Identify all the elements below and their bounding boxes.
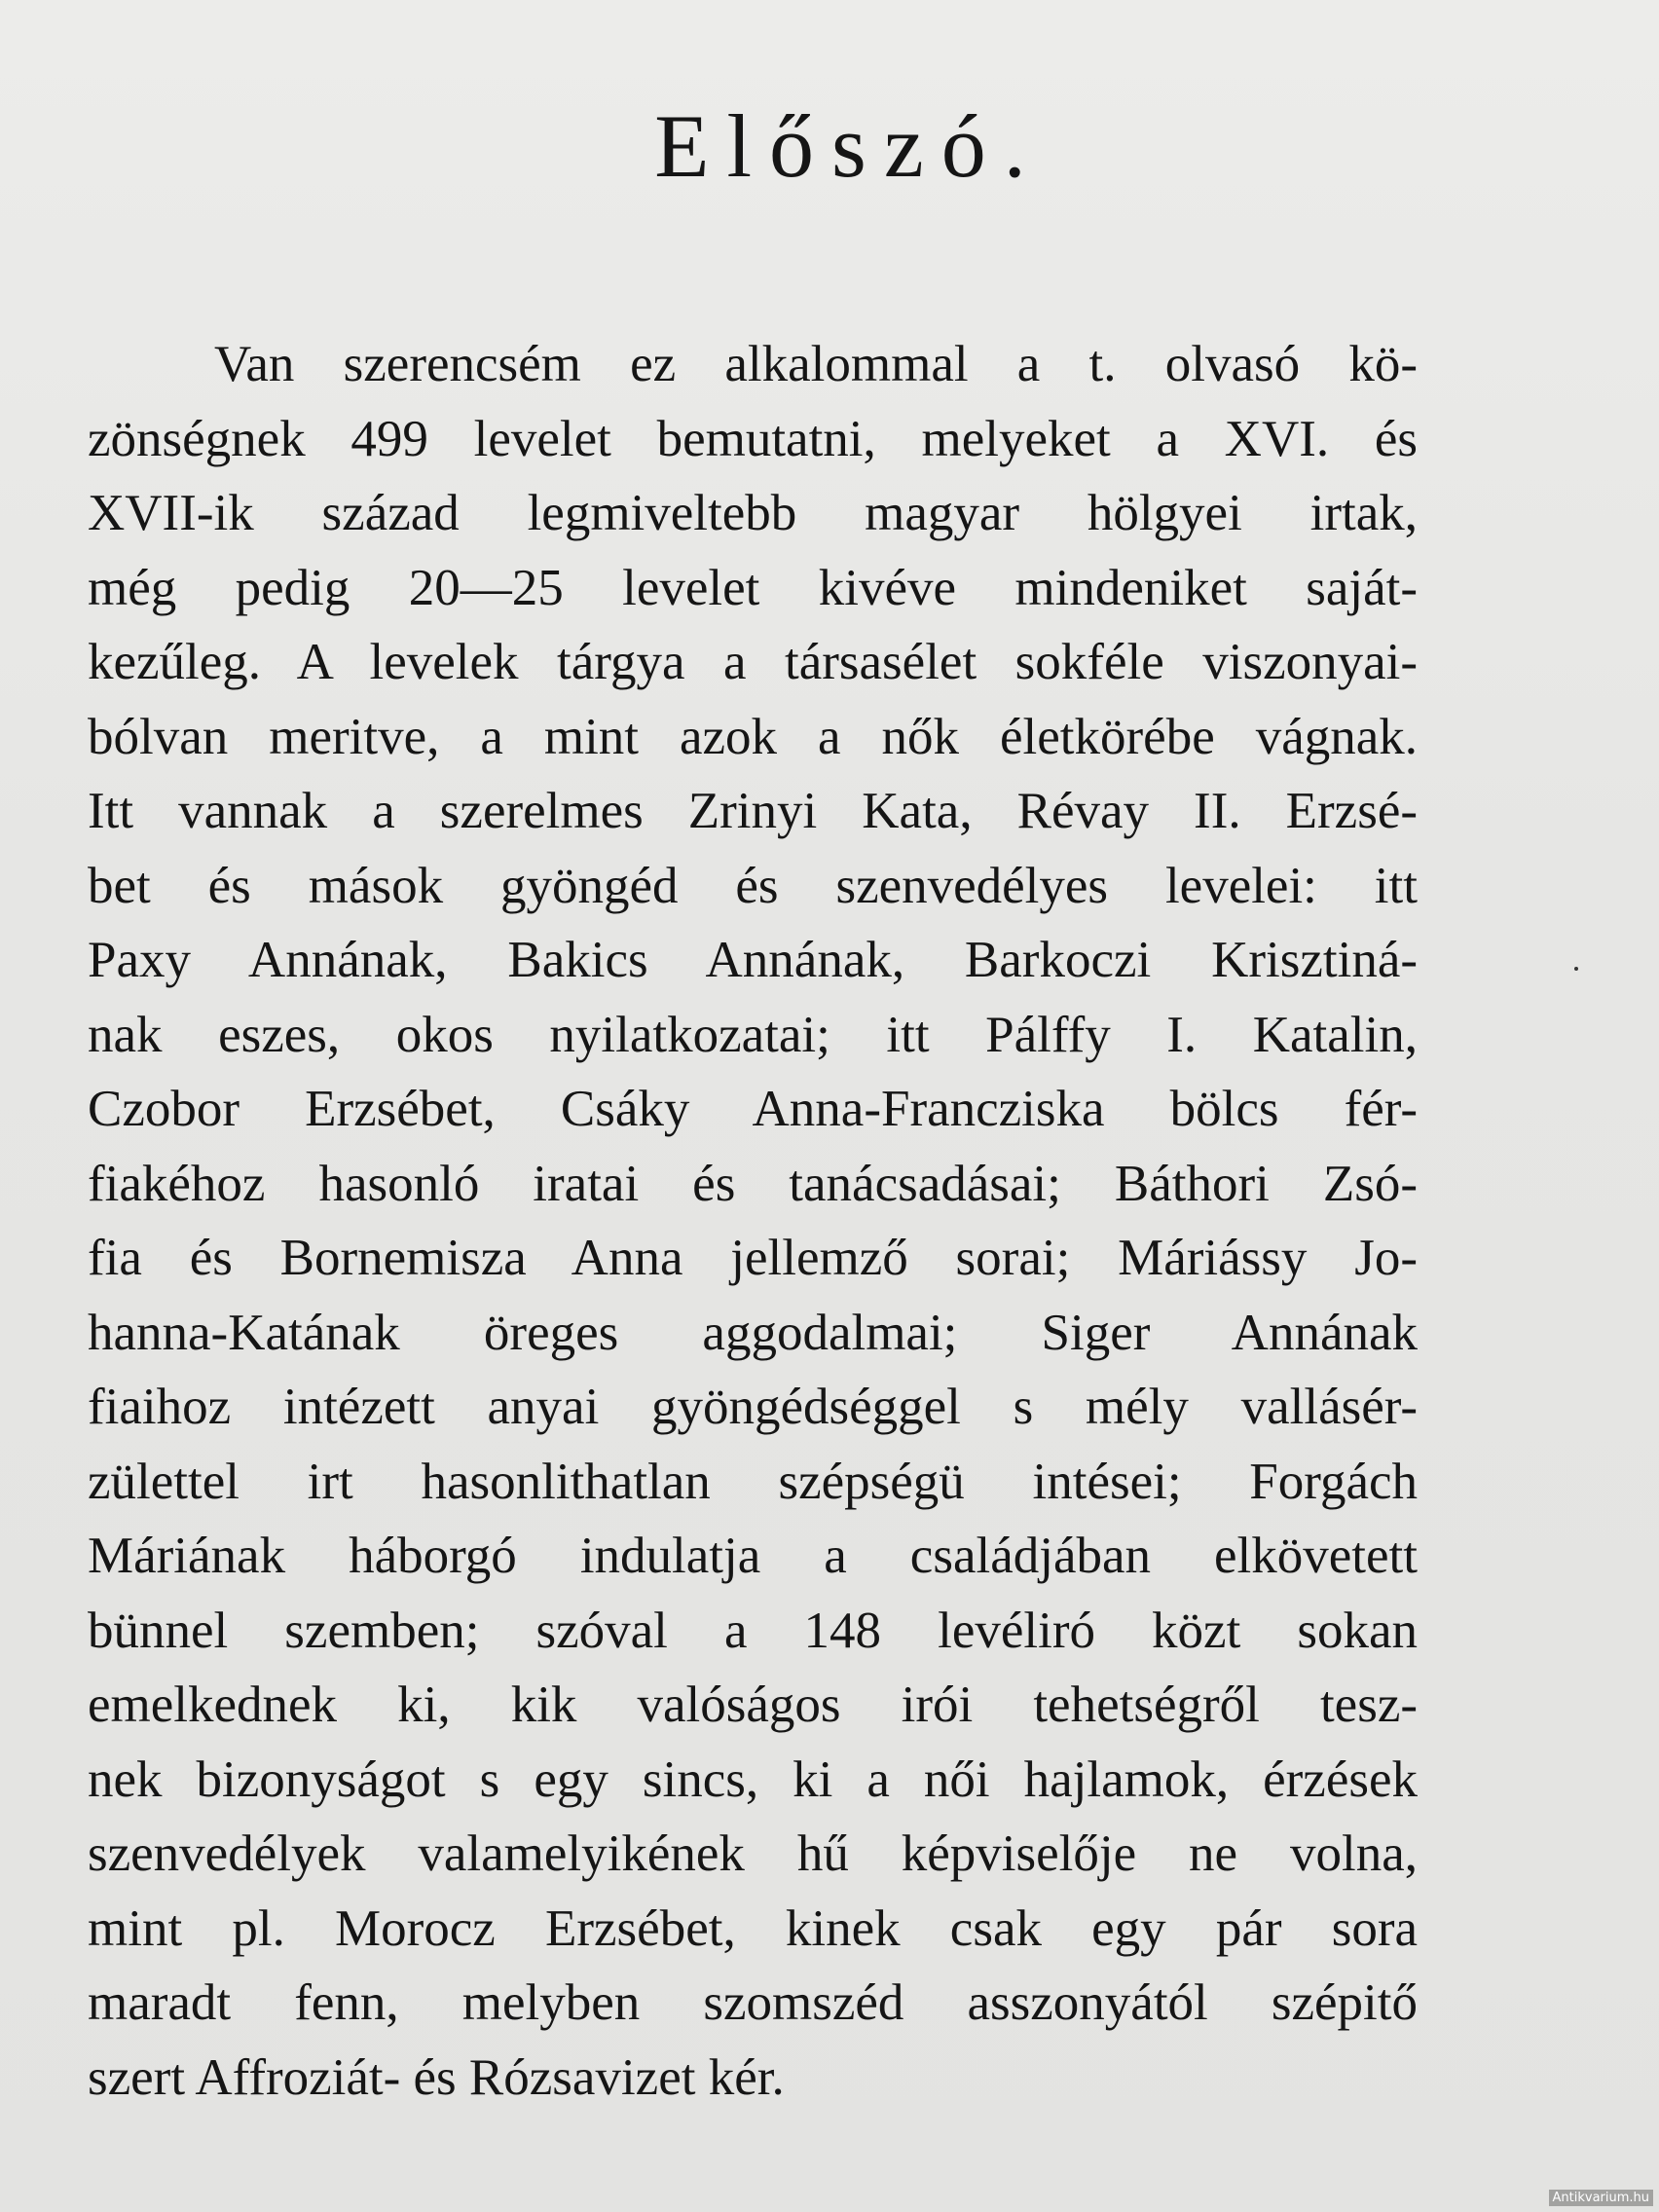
text-line: fiakéhoz hasonló iratai és tanácsadásai; Báthori Zsó- <box>88 1155 1418 1212</box>
text-line: emelkednek ki, kik valóságos irói tehetségről tesz- <box>88 1677 1418 1733</box>
text-line: zönségnek 499 levelet bemutatni, melyeket a XVI. és <box>88 410 1418 467</box>
text-line: zülettel irt hasonlithatlan szépségü intései; Forgách <box>88 1453 1418 1510</box>
preface-paragraph <box>88 327 1418 2115</box>
text-line: fia és Bornemisza Anna jellemző sorai; Máriássy Jo- <box>88 1230 1418 1286</box>
text-line: nek bizonyságot s egy sincs, ki a női hajlamok, érzések <box>88 1751 1418 1808</box>
ink-speck <box>1574 967 1578 971</box>
chapter-title: Előszó. <box>654 96 1044 196</box>
text-line: szenvedélyek valamelyikének hű képviselője ne volna, <box>88 1825 1418 1882</box>
text-line: Van szerencsém ez alkalommal a t. olvasó kö- <box>214 336 1418 392</box>
text-line: Máriának háborgó indulatja a családjában elkövetett <box>88 1528 1418 1584</box>
text-line: még pedig 20—25 levelet kivéve mindeniket saját- <box>88 559 1418 616</box>
text-line: szert Affroziát- és Rózsavizet kér. <box>88 2048 785 2106</box>
text-line: Itt vannak a szerelmes Zrinyi Kata, Révay II. Erzsé- <box>88 783 1418 839</box>
text-line: bólvan meritve, a mint azok a nők életkörébe vágnak. <box>88 708 1418 765</box>
text-line: bet és mások gyöngéd és szenvedélyes levelei: itt <box>88 857 1418 914</box>
text-line: XVII-ik század legmiveltebb magyar hölgyei irtak, <box>88 485 1418 541</box>
text-line: fiaihoz intézett anyai gyöngédséggel s mély vallásér- <box>88 1379 1418 1435</box>
text-line: Czobor Erzsébet, Csáky Anna-Francziska bölcs fér- <box>88 1081 1418 1137</box>
text-line: bünnel szemben; szóval a 148 levéliró közt sokan <box>88 1602 1418 1659</box>
text-line: nak eszes, okos nyilatkozatai; itt Pálffy I. Katalin, <box>88 1006 1418 1063</box>
text-line: mint pl. Morocz Erzsébet, kinek csak egy pár sora <box>88 1899 1418 1957</box>
text-line: maradt fenn, melyben szomszéd asszonyától szépitő <box>88 1974 1418 2031</box>
watermark-label: Antikvarium.hu <box>1549 2190 1654 2206</box>
text-line: hanna-Katának öreges aggodalmai; Siger Annának <box>88 1304 1418 1361</box>
text-line: kezűleg. A levelek tárgya a társasélet sokféle viszonyai- <box>88 634 1418 690</box>
text-line: Paxy Annának, Bakics Annának, Barkoczi Krisztiná- <box>88 932 1418 988</box>
